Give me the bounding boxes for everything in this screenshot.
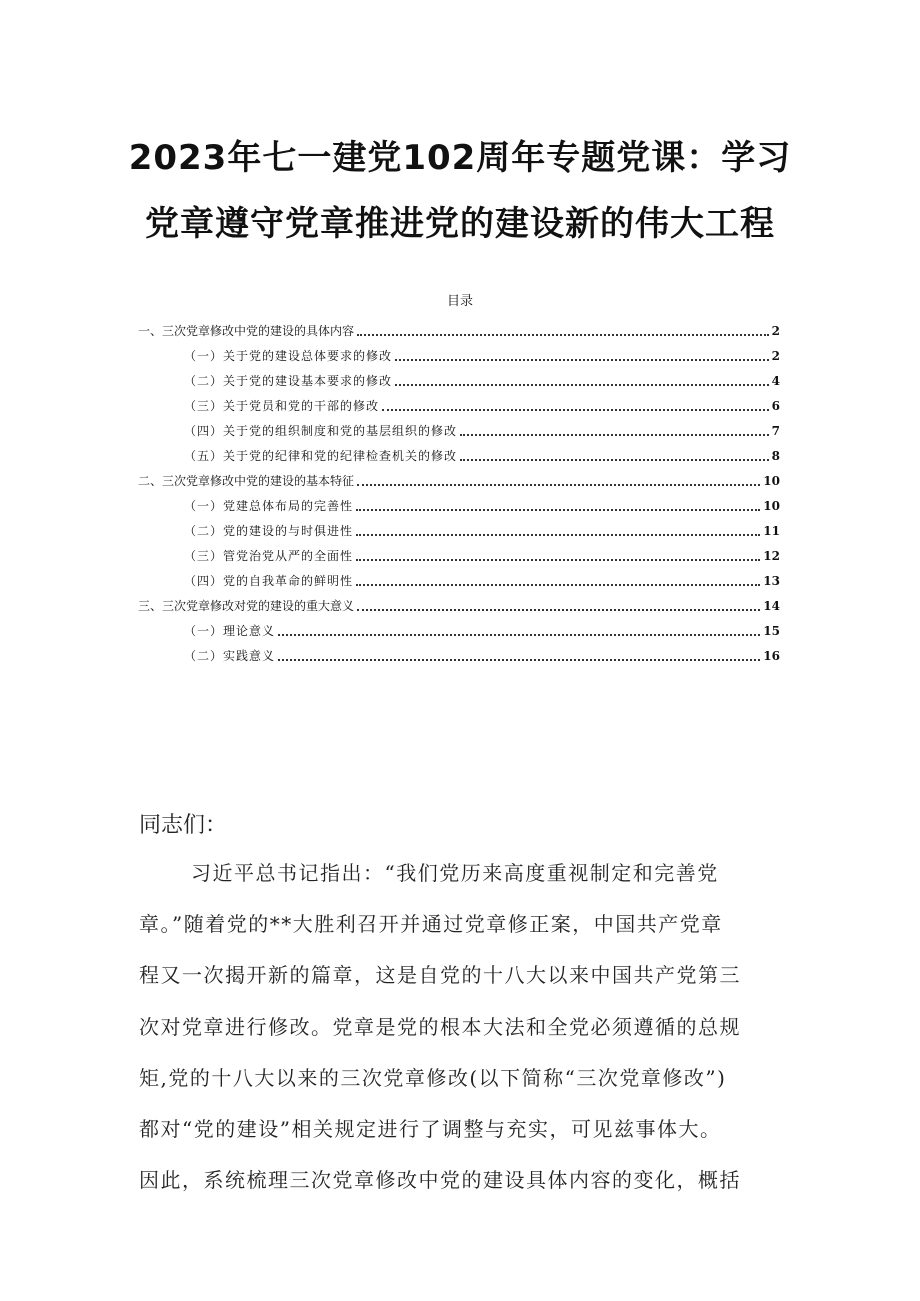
toc-entry-page: 2 — [771, 324, 780, 338]
toc-entry-page: 12 — [763, 549, 780, 563]
toc-entry[interactable] — [138, 389, 780, 414]
toc-entry-page: 10 — [763, 499, 780, 513]
toc-entry[interactable] — [138, 514, 780, 539]
toc-entry-text: 二、三次党章修改中党的建设的基本特征 — [138, 474, 355, 488]
toc-entry[interactable] — [138, 339, 780, 364]
body-line: 次对党章进行修改。党章是党的根本大法和全党必须遵循的总规 — [139, 1014, 741, 1039]
toc-entry-page: 15 — [763, 624, 780, 638]
body-line: 矩,党的十八大以来的三次党章修改(以下简称“三次党章修改”) — [139, 1065, 727, 1090]
body-line: 习近平总书记指出：“我们党历来高度重视制定和完善党 — [191, 861, 719, 885]
greeting: 同志们： — [139, 813, 228, 838]
toc-entry-page: 11 — [763, 524, 780, 538]
toc-entry-text: （三）关于党员和党的干部的修改 — [184, 399, 380, 413]
toc-entry-text: （二）实践意义 — [184, 649, 276, 663]
toc-leader-dots — [382, 409, 769, 411]
toc-heading: 目录 — [446, 294, 473, 309]
toc-entry-text: 三、三次党章修改对党的建设的重大意义 — [138, 599, 355, 613]
toc-entry[interactable] — [138, 364, 780, 389]
toc-entry[interactable] — [138, 439, 780, 464]
toc-entry-text: （三）管党治党从严的全面性 — [184, 549, 354, 563]
toc-entry-page: 8 — [771, 449, 780, 463]
toc-entry[interactable] — [138, 614, 780, 639]
toc-entry-text: （四）关于党的组织制度和党的基层组织的修改 — [184, 424, 458, 438]
toc-leader-dots — [357, 334, 769, 336]
toc-entry[interactable] — [138, 489, 780, 514]
body-paragraph — [139, 848, 799, 1206]
toc-leader-dots — [278, 659, 760, 661]
toc-entry[interactable] — [138, 589, 780, 614]
toc-leader-dots — [357, 484, 760, 486]
toc-entry-text: （一）党建总体布局的完善性 — [184, 499, 354, 513]
toc-leader-dots — [395, 359, 769, 361]
toc-leader-dots — [356, 584, 760, 586]
toc-entry-text: （五）关于党的纪律和党的纪律检查机关的修改 — [184, 449, 458, 463]
toc-leader-dots — [395, 384, 769, 386]
toc-entry[interactable] — [138, 639, 780, 664]
toc-entry-text: （四）党的自我革命的鲜明性 — [184, 574, 354, 588]
toc-entry[interactable] — [138, 314, 780, 339]
toc-entry-page: 16 — [763, 649, 780, 663]
toc-entry-page: 2 — [771, 349, 780, 363]
toc-leader-dots — [356, 534, 760, 536]
toc-entry-text: 一、三次党章修改中党的建设的具体内容 — [138, 324, 355, 338]
toc-entry-page: 10 — [763, 474, 780, 488]
table-of-contents — [138, 314, 780, 664]
document-title-line-2: 党章遵守党章推进党的建设新的伟大工程 — [145, 204, 775, 244]
toc-entry-text: （一）关于党的建设总体要求的修改 — [184, 349, 393, 363]
toc-leader-dots — [460, 459, 769, 461]
toc-entry-page: 4 — [771, 374, 780, 388]
document-title-line-1: 2023年七一建党102周年专题党课：学习 — [128, 138, 792, 178]
toc-entry[interactable] — [138, 414, 780, 439]
toc-entry-page: 13 — [763, 574, 780, 588]
toc-leader-dots — [357, 609, 760, 611]
toc-entry-text: （二）党的建设的与时俱进性 — [184, 524, 354, 538]
toc-leader-dots — [460, 434, 769, 436]
toc-entry-text: （二）关于党的建设基本要求的修改 — [184, 374, 393, 388]
toc-entry-page: 14 — [763, 599, 780, 613]
toc-entry-page: 7 — [771, 424, 780, 438]
toc-leader-dots — [356, 509, 760, 511]
body-line: 程又一次揭开新的篇章，这是自党的十八大以来中国共产党第三 — [139, 963, 741, 988]
body-line: 都对“党的建设”相关规定进行了调整与充实，可见兹事体大。 — [139, 1117, 722, 1142]
toc-entry-text: （一）理论意义 — [184, 624, 276, 638]
toc-entry[interactable] — [138, 564, 780, 589]
toc-entry[interactable] — [138, 539, 780, 564]
body-line: 因此，系统梳理三次党章修改中党的建设具体内容的变化，概括 — [139, 1168, 741, 1193]
toc-entry-page: 6 — [771, 399, 780, 413]
toc-leader-dots — [356, 559, 760, 561]
toc-entry[interactable] — [138, 464, 780, 489]
toc-leader-dots — [278, 634, 760, 636]
body-line: 章。”随着党的**大胜利召开并通过党章修正案，中国共产党章 — [139, 912, 723, 937]
